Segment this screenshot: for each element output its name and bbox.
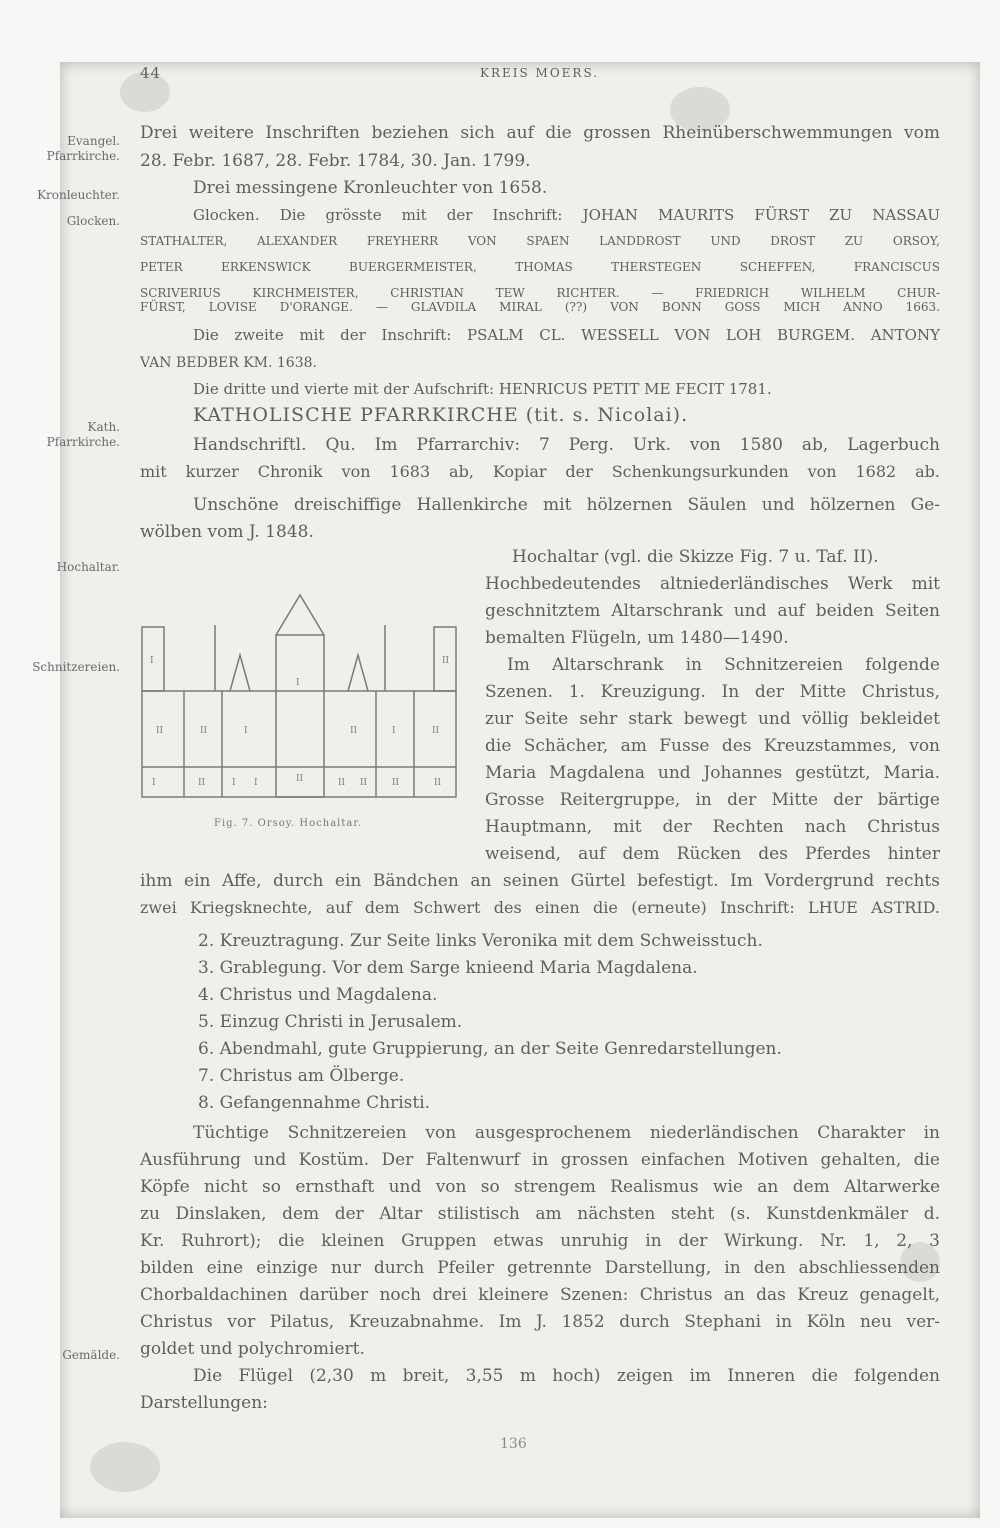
text-line: Szenen. 1. Kreuzigung. In der Mitte Christus, <box>485 682 940 702</box>
text-line: zu Dinslaken, dem der Altar stilistisch am nächsten steht (s. Kunstdenkmäler d. <box>140 1204 940 1224</box>
sketch-numeral: I <box>392 726 396 736</box>
text-line: PETER ERKENSWICK BUERGERMEISTER, THOMAS THERSTEGEN SCHEFFEN, FRANCISCUS <box>140 260 940 274</box>
text-line: 7. Christus am Ölberge. <box>198 1066 405 1086</box>
margin-note: Kath. Pfarrkirche. <box>46 420 120 449</box>
text-line: goldet und polychromiert. <box>140 1339 365 1359</box>
altar-right-pinnacle <box>348 655 368 691</box>
text-line: wölben vom J. 1848. <box>140 522 314 542</box>
sketch-numeral: I <box>150 656 154 666</box>
sketch-numeral: I <box>152 778 156 788</box>
text-line: Die Flügel (2,30 m breit, 3,55 m hoch) zeigen im Inneren die folgenden <box>193 1366 940 1386</box>
margin-note: Evangel. Pfarrkirche. <box>46 134 120 163</box>
text-line: 2. Kreuztragung. Zur Seite links Veronika mit dem Schweisstuch. <box>198 931 763 951</box>
text-line: Glocken. Die grösste mit der Inschrift: JOHAN MAURITS FÜRST ZU NASSAU <box>193 206 940 224</box>
text-line: ihm ein Affe, durch ein Bändchen an seinen Gürtel befestigt. Im Vordergrund rechts <box>140 871 940 891</box>
margin-note: Gemälde. <box>62 1348 120 1362</box>
text-line: Die zweite mit der Inschrift: PSALM CL. WESSELL VON LOH BURGEM. ANTONY <box>193 326 940 344</box>
margin-note: Kronleuchter. <box>37 188 120 202</box>
text-line: zur Seite sehr stark bewegt und völlig bekleidet <box>485 709 940 729</box>
text-line: Christus vor Pilatus, Kreuzabnahme. Im J. 1852 durch Stephani in Köln neu ver- <box>140 1312 940 1332</box>
sketch-numeral: II <box>156 726 164 736</box>
text-line: bilden eine einzige nur durch Pfeiler getrennte Darstellung, in den abschliessenden <box>140 1258 940 1278</box>
altar-center-tower <box>276 635 324 797</box>
text-line: 6. Abendmahl, gute Gruppierung, an der Seite Genredarstellungen. <box>198 1039 782 1059</box>
text-line: Darstellungen: <box>140 1393 268 1413</box>
sketch-numeral: II <box>198 778 206 788</box>
text-line: VAN BEDBER KM. 1638. <box>140 355 317 371</box>
text-line: weisend, auf dem Rücken des Pferdes hinter <box>485 844 940 864</box>
altar-left-pinnacle <box>230 655 250 691</box>
text-line: Grosse Reitergruppe, in der Mitte der bärtige <box>485 790 940 810</box>
text-line: 3. Grablegung. Vor dem Sarge knieend Maria Magdalena. <box>198 958 698 978</box>
text-line: 28. Febr. 1687, 28. Febr. 1784, 30. Jan. 1799. <box>140 151 531 171</box>
sketch-numeral: II <box>442 656 450 666</box>
altar-sketch <box>140 585 458 807</box>
text-line: Kr. Ruhrort); die kleinen Gruppen etwas unruhig in der Wirkung. Nr. 1, 2, 3 <box>140 1231 940 1251</box>
text-line: FÜRST, LOVISE D'ORANGE. — GLAVDILA MIRAL (??) VON BONN GOSS MICH ANNO 1663. <box>140 300 940 314</box>
text-line: Handschriftl. Qu. Im Pfarrarchiv: 7 Perg. Urk. von 1580 ab, Lagerbuch <box>193 435 940 455</box>
sketch-numeral: I <box>244 726 248 736</box>
text-line: Maria Magdalena und Johannes gestützt, Maria. <box>485 763 940 783</box>
sketch-numeral: I <box>232 778 236 788</box>
sketch-numeral: II <box>392 778 400 788</box>
text-line: 4. Christus und Magdalena. <box>198 985 438 1005</box>
text-line: geschnitztem Altarschrank und auf beiden Seiten <box>485 601 940 621</box>
text-line: Chorbaldachinen darüber noch drei kleinere Szenen: Christus an das Kreuz genagelt, <box>140 1285 940 1305</box>
sketch-numeral: II <box>338 778 346 788</box>
margin-note: Glocken. <box>66 214 120 228</box>
page-footer-mark: 136 <box>500 1436 527 1452</box>
text-line: Die dritte und vierte mit der Aufschrift: HENRICUS PETIT ME FECIT 1781. <box>193 380 772 398</box>
text-line: 5. Einzug Christi in Jerusalem. <box>198 1012 463 1032</box>
sketch-numeral: II <box>200 726 208 736</box>
stain <box>90 1442 160 1492</box>
text-line: STATHALTER, ALEXANDER FREYHERR VON SPAEN LANDDROST UND DROST ZU ORSOY, <box>140 234 940 248</box>
section-heading: KATHOLISCHE PFARRKIRCHE (tit. s. Nicolai). <box>193 404 689 426</box>
text-line: Drei weitere Inschriften beziehen sich auf die grossen Rheinüberschwemmungen vom <box>140 123 940 143</box>
text-line: Ausführung und Kostüm. Der Faltenwurf in grossen einfachen Motiven gehalten, die <box>140 1150 940 1170</box>
page-number: 44 <box>140 64 162 82</box>
sketch-numeral: II <box>360 778 368 788</box>
figure-caption: Fig. 7. Orsoy. Hochaltar. <box>214 818 363 829</box>
text-line: Köpfe nicht so ernsthaft und von so strengem Realismus wie an dem Altarwerke <box>140 1177 940 1197</box>
sketch-numeral: I <box>254 778 258 788</box>
text-line: Im Altarschrank in Schnitzereien folgende <box>507 655 940 675</box>
text-line: SCRIVERIUS KIRCHMEISTER, CHRISTIAN TEW RICHTER. — FRIEDRICH WILHELM CHUR- <box>140 286 940 300</box>
margin-note: Schnitzereien. <box>32 660 120 674</box>
text-line: mit kurzer Chronik von 1683 ab, Kopiar der Schenkungsurkunden von 1682 ab. <box>140 462 940 481</box>
text-line: Hochbedeutendes altniederländisches Werk mit <box>485 574 940 594</box>
text-line: die Schächer, am Fusse des Kreuzstammes, von <box>485 736 940 756</box>
margin-note: Hochaltar. <box>56 560 120 574</box>
sketch-numeral: II <box>432 726 440 736</box>
running-title: KREIS MOERS. <box>480 66 600 80</box>
sketch-numeral: II <box>434 778 442 788</box>
altar-center-gable <box>276 595 324 635</box>
sketch-numeral: I <box>296 678 300 688</box>
text-line: Drei messingene Kronleuchter von 1658. <box>193 178 548 198</box>
text-line: Hauptmann, mit der Rechten nach Christus <box>485 817 940 837</box>
text-line: Hochaltar (vgl. die Skizze Fig. 7 u. Taf. II). <box>512 547 879 567</box>
text-line: Unschöne dreischiffige Hallenkirche mit hölzernen Säulen und hölzernen Ge- <box>193 495 940 515</box>
text-line: 8. Gefangennahme Christi. <box>198 1093 431 1113</box>
sketch-numeral: II <box>350 726 358 736</box>
text-line: zwei Kriegsknechte, auf dem Schwert des einen die (erneute) Inschrift: LHUE ASTRID. <box>140 898 940 917</box>
sketch-numeral: II <box>296 774 304 784</box>
text-line: bemalten Flügeln, um 1480—1490. <box>485 628 789 648</box>
running-head <box>140 64 970 88</box>
text-line: Tüchtige Schnitzereien von ausgesprochenem niederländischen Charakter in <box>193 1123 940 1143</box>
